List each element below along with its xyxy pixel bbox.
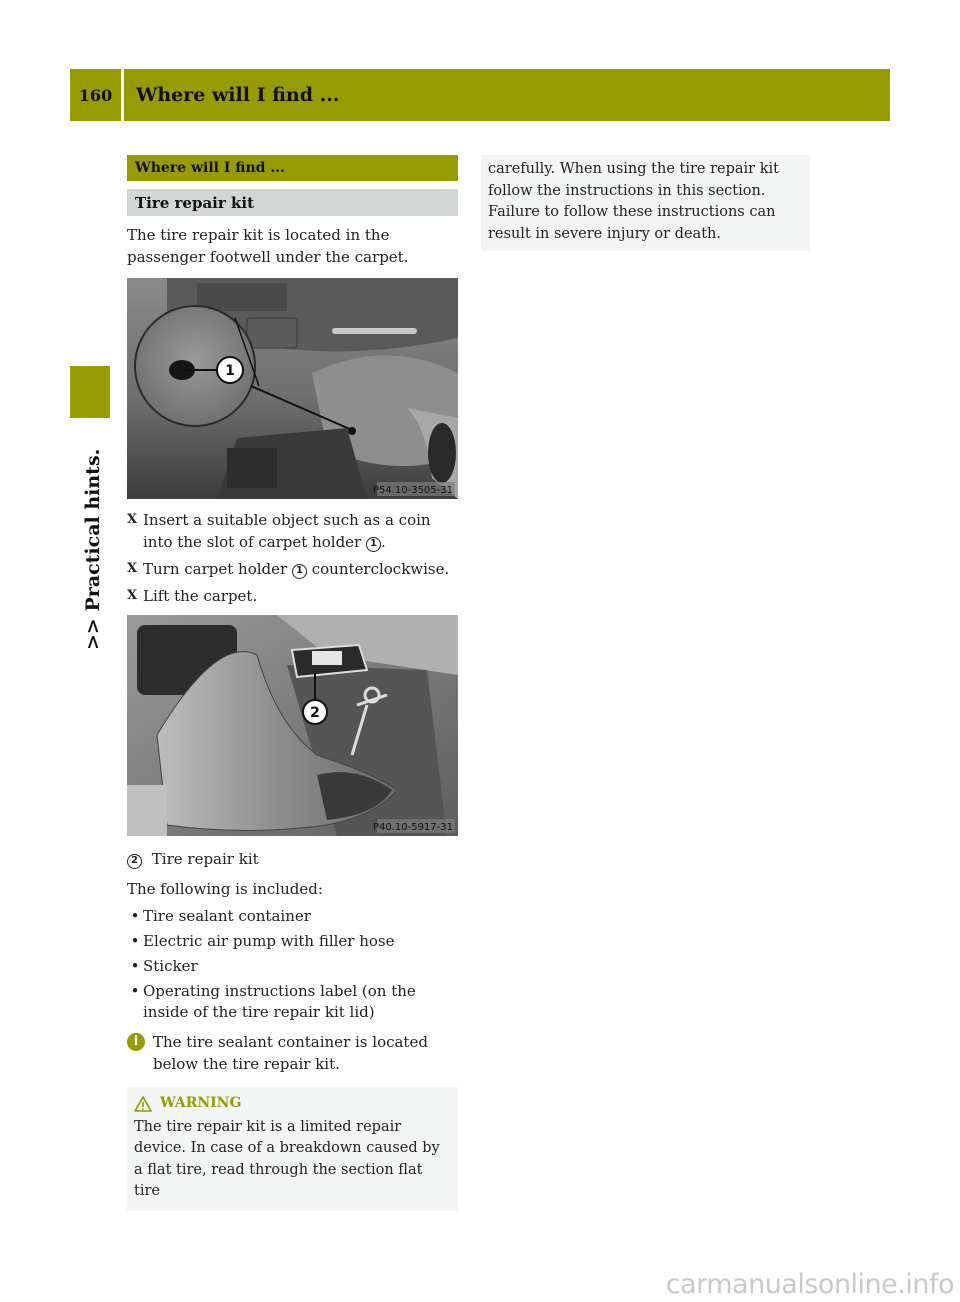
- figure1-callout: 1: [225, 363, 235, 379]
- warning-triangle-icon: [134, 1096, 152, 1112]
- callout-marker: 1: [366, 537, 381, 552]
- intro-text: The tire repair kit is located in the passenger footwell under the carpet.: [127, 226, 409, 266]
- side-tab-label: >> Practical hints.: [82, 448, 104, 650]
- step-marker: X: [127, 588, 138, 603]
- step-marker: X: [127, 512, 138, 527]
- warning-text: The tire repair kit is a limited repair device. In case of a breakdown caused by a flat tire, read through the section flat tire: [134, 1118, 440, 1199]
- step-2: X Turn carpet holder 1 counterclockwise.: [127, 560, 450, 578]
- figure2-code: P40.10-5917-31: [372, 822, 453, 833]
- included-intro: The following is included:: [127, 880, 323, 898]
- included-list: [127, 906, 458, 1023]
- repair-kit-photo: [127, 615, 458, 836]
- warning-box: [127, 1087, 458, 1211]
- figure-legend: [127, 848, 458, 870]
- list-item: • Tire sealant container: [130, 907, 311, 925]
- info-icon: i: [127, 1033, 145, 1051]
- info-text: The tire sealant container is located below the tire repair kit.: [153, 1033, 428, 1073]
- list-item: • Sticker: [130, 957, 198, 975]
- list-item: • Electric air pump with filler hose: [130, 932, 395, 950]
- step-3: X Lift the carpet.: [127, 587, 258, 605]
- page-number: 160: [70, 69, 124, 121]
- warning-label: WARNING: [160, 1095, 242, 1111]
- subsection-title: Tire repair kit: [127, 189, 458, 216]
- page-header: [70, 69, 890, 121]
- step-marker: X: [127, 561, 138, 576]
- step-1: X Insert a suitable object such as a coin into the slot of carpet holder 1 .: [127, 511, 431, 551]
- info-note: [127, 1031, 458, 1075]
- section-title: Where will I find ...: [127, 155, 458, 181]
- left-column: [127, 155, 458, 1211]
- legend-marker: 2: [127, 854, 142, 869]
- header-title: Where will I find ...: [136, 84, 340, 106]
- side-tab-marker: [70, 366, 110, 418]
- instruction-steps: [127, 509, 458, 607]
- warning-header: [134, 1093, 451, 1115]
- legend-text: Tire repair kit: [151, 850, 259, 868]
- figure1-code: P54.10-3505-31: [372, 485, 453, 496]
- watermark: carmanualsonline.info: [665, 1269, 954, 1300]
- callout-marker: 1: [292, 564, 307, 579]
- warning-continued: carefully. When using the tire repair kit follow the instructions in this section. Failure to follow these instructions can result in severe injury or death.: [481, 155, 810, 251]
- footwell-photo: [127, 278, 458, 499]
- list-item: • Operating instructions label (on the inside of the tire repair kit lid): [130, 982, 416, 1021]
- figure2-callout: 2: [310, 705, 320, 721]
